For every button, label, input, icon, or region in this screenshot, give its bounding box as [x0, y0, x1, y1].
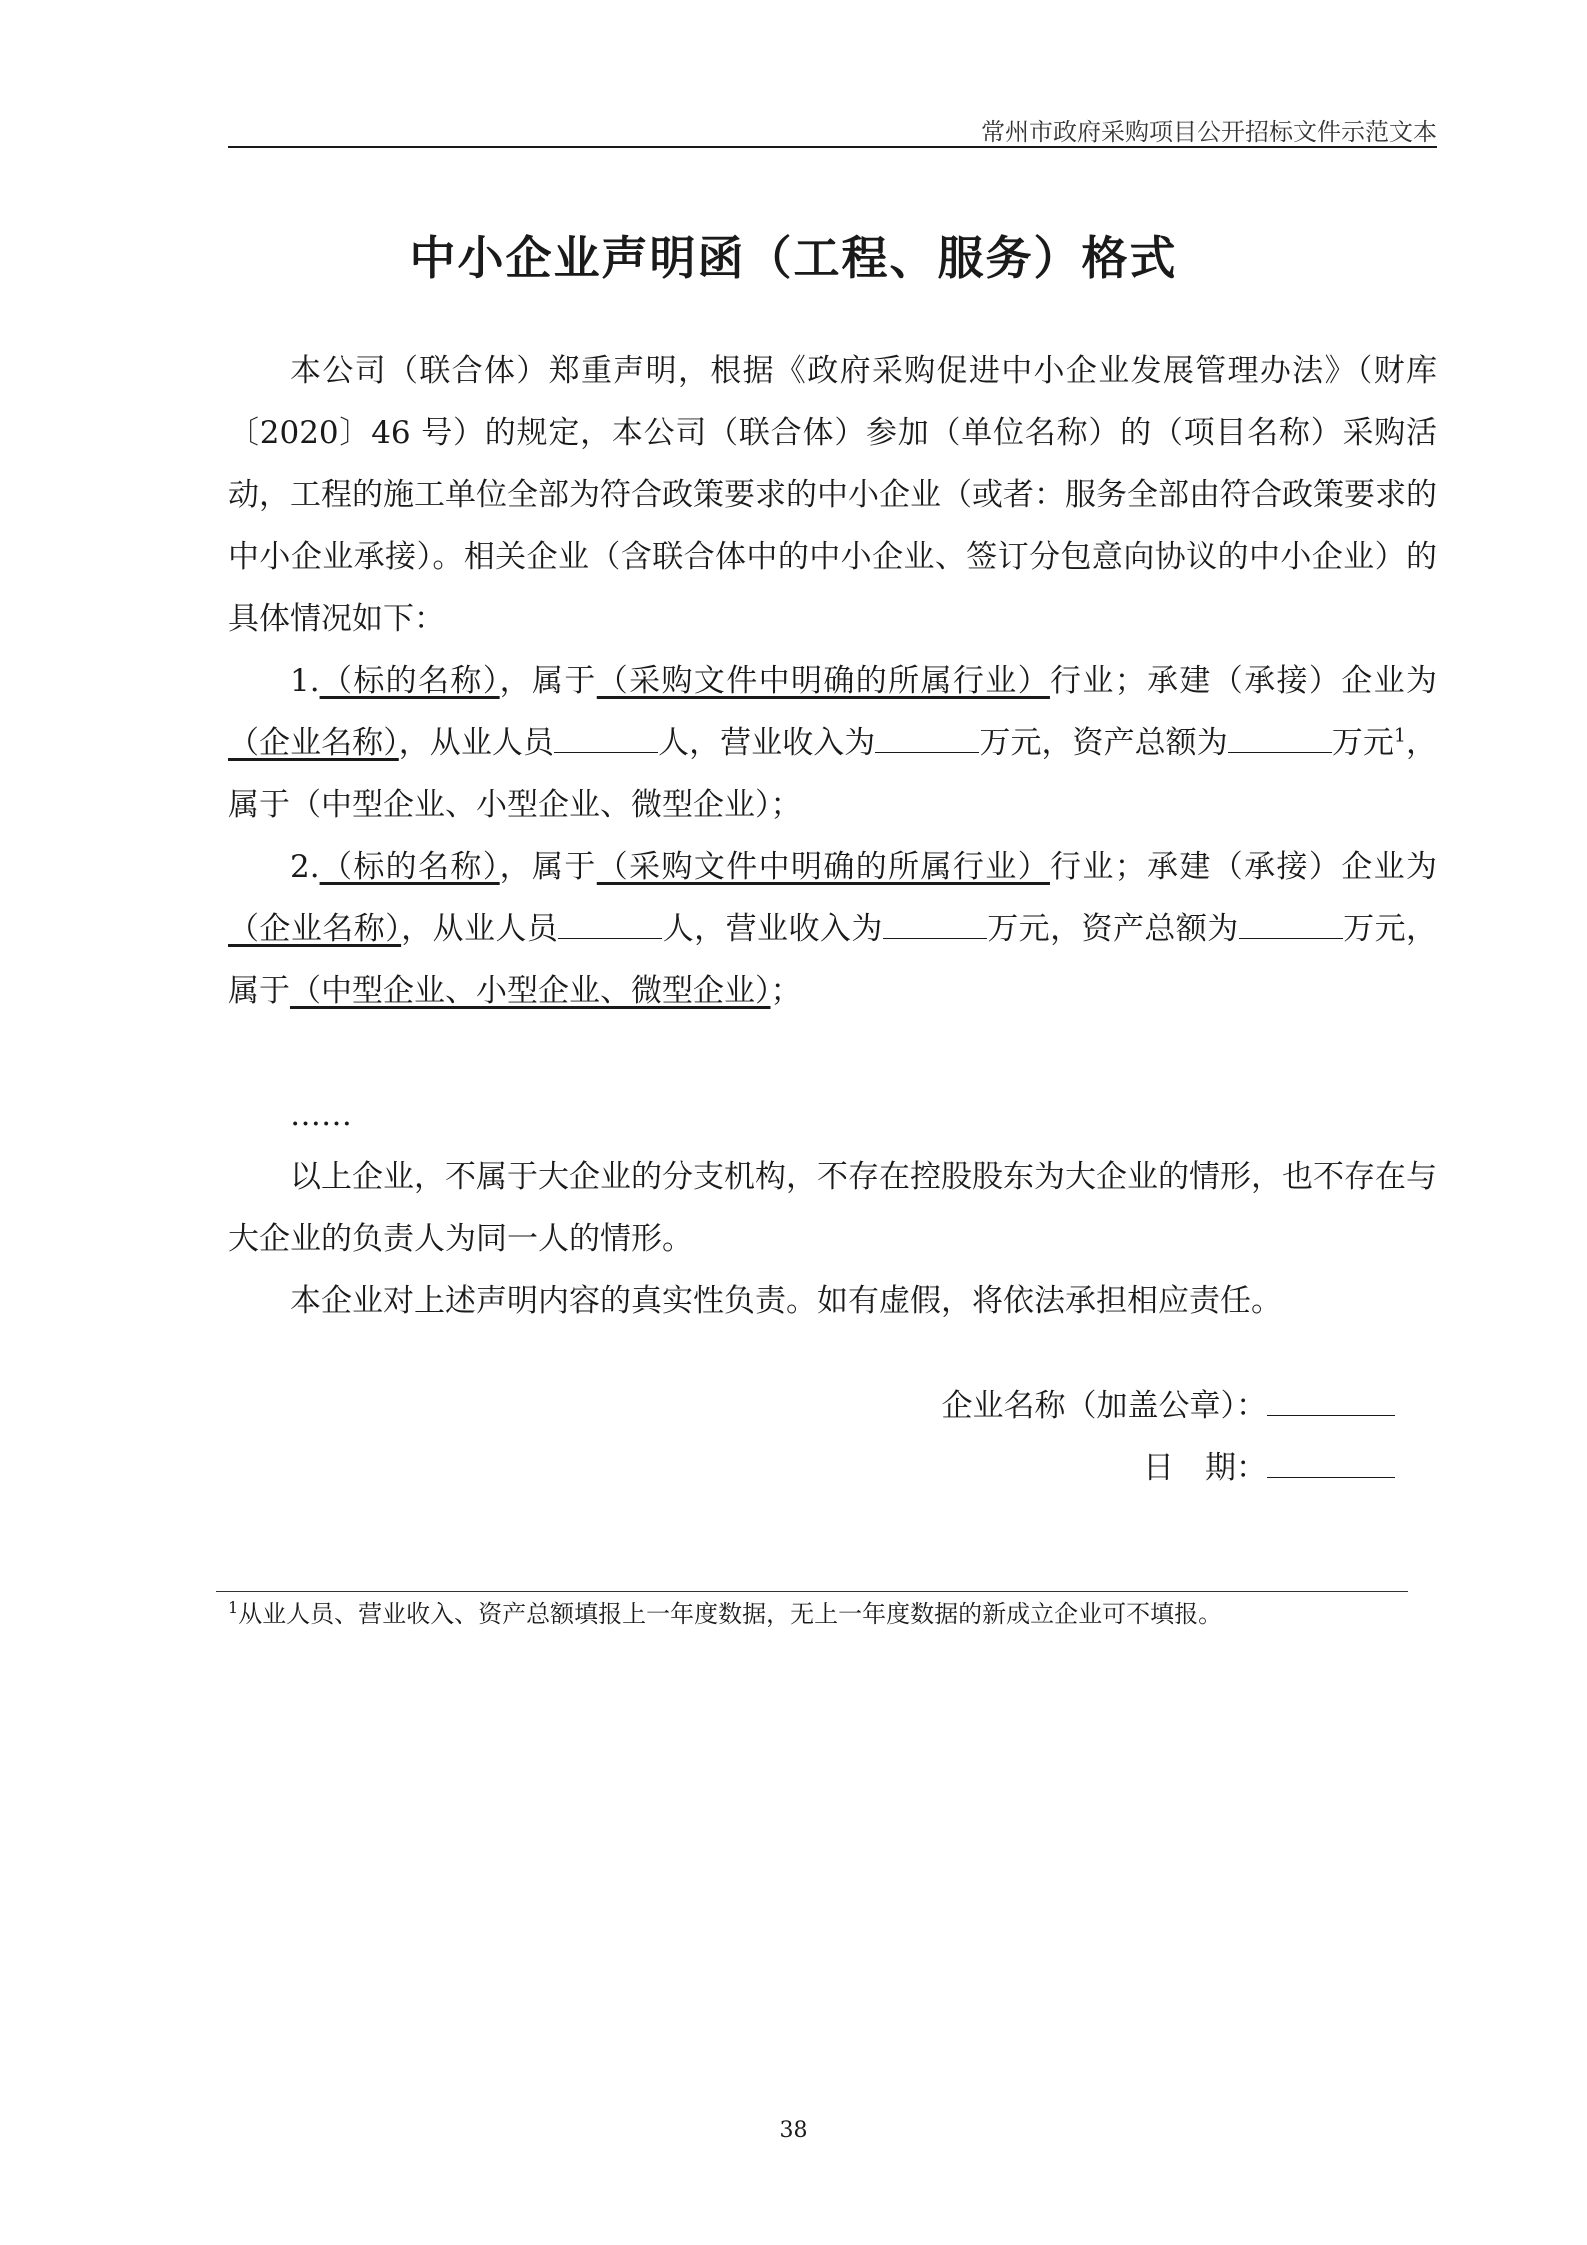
- revenue-blank: [875, 751, 979, 753]
- ellipsis: ……: [290, 1097, 352, 1133]
- employees-blank: [554, 751, 658, 753]
- spacer: [228, 1022, 1437, 1084]
- industry-field: （采购文件中明确的所属行业）: [596, 849, 1050, 885]
- footnote-marker: 1: [228, 1598, 239, 1617]
- item-text: 人，营业收入为: [662, 911, 883, 947]
- subject-name-field: （标的名称）: [319, 849, 500, 885]
- date-blank: [1267, 1476, 1395, 1478]
- item-text: 人，营业收入为: [658, 725, 876, 761]
- enterprise-item-2: [228, 836, 1437, 1022]
- item-text: ，属于（中型企业、小型企业、微型企业）；: [228, 725, 1438, 823]
- item-text: 行业；承建（承接）企业为: [1049, 849, 1438, 885]
- responsibility-statement: 本企业对上述声明内容的真实性负责。如有虚假，将依法承担相应责任。: [290, 1283, 1282, 1319]
- industry-field: （采购文件中明确的所属行业）: [596, 663, 1050, 699]
- assets-blank: [1239, 937, 1343, 939]
- item-text: 万元，属于: [228, 911, 1438, 1009]
- company-name-field: （企业名称）: [228, 911, 402, 947]
- assets-blank: [1228, 751, 1332, 753]
- intro-paragraph: 本公司（联合体）郑重声明，根据《政府采购促进中小企业发展管理办法》（财库〔2020〕46 号）的规定，本公司（联合体）参加（单位名称）的（项目名称）采购活动，工程的施工单位全部为符合政策要求的中小企业（或者：服务全部由符合政策要求的中小企业承接）。相关企业（含联合体中的中小企业、签订分包意向协议的中小企业）的具体情况如下：: [228, 353, 1437, 637]
- item-text: ，属于: [499, 849, 597, 885]
- signature-company: [942, 1380, 1396, 1425]
- item-text: ；: [770, 973, 802, 1009]
- page-number: 38: [779, 2118, 808, 2143]
- enterprise-item-1: [228, 650, 1437, 836]
- item-number: 2.: [290, 849, 320, 885]
- footnote-reference: 1: [1393, 724, 1406, 747]
- item-text: ，属于: [499, 663, 597, 699]
- page-title: 中小企业声明函（工程、服务）格式: [409, 231, 1178, 285]
- signature-date: [1143, 1442, 1395, 1487]
- item-text: 万元，资产总额为: [986, 911, 1239, 947]
- document-body: [228, 340, 1437, 1332]
- item-text: 行业；承建（承接）企业为: [1049, 663, 1438, 699]
- footnote-text: 从业人员、营业收入、资产总额填报上一年度数据，无上一年度数据的新成立企业可不填报。: [238, 1600, 1223, 1628]
- company-seal-blank: [1267, 1414, 1395, 1416]
- item-text: ，从业人员: [401, 911, 559, 947]
- company-seal-label: 企业名称（加盖公章）：: [941, 1388, 1267, 1424]
- item-text: 万元: [1331, 725, 1394, 761]
- running-header: 常州市政府采购项目公开招标文件示范文本: [981, 118, 1437, 146]
- item-text: 万元，资产总额为: [979, 725, 1228, 761]
- enterprise-type-field: （中型企业、小型企业、微型企业）: [290, 973, 771, 1009]
- revenue-blank: [883, 937, 987, 939]
- footnote: [228, 1594, 1222, 1629]
- company-name-field: （企业名称）: [228, 725, 399, 761]
- header-rule: [228, 146, 1437, 148]
- item-text: ，从业人员: [398, 725, 554, 761]
- date-label: 日 期：: [1143, 1450, 1267, 1486]
- item-number: 1.: [290, 663, 320, 699]
- footnote-rule: [216, 1591, 1408, 1592]
- branch-statement: 以上企业，不属于大企业的分支机构，不存在控股股东为大企业的情形，也不存在与大企业的负责人为同一人的情形。: [228, 1159, 1437, 1257]
- employees-blank: [558, 937, 662, 939]
- subject-name-field: （标的名称）: [319, 663, 500, 699]
